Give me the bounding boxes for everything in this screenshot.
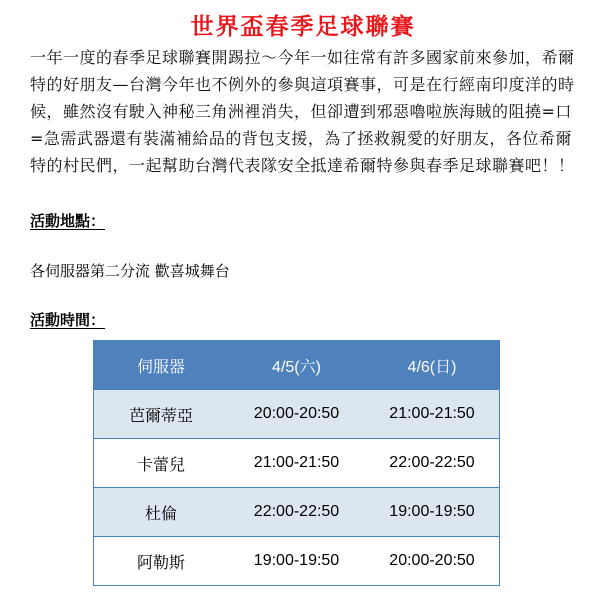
header-server: 伺服器 [94,341,229,390]
server-name: 杜倫 [94,488,229,537]
table-row [94,488,500,537]
table-row [94,390,500,439]
intro-paragraph: 一年一度的春季足球聯賽開踢拉～今年一如往常有許多國家前來參加，希爾特的好朋友—台灣今年也不例外的參與這項賽事，可是在行經南印度洋的時候，雖然沒有駛入神秘三角洲裡消失，但卻遭到邪惡嚕啦族海賊的阻撓=口=急需武器還有裝滿補給品的背包支援，為了拯救親愛的好朋友，各位希爾特的村民們，一起幫助台灣代表隊安全抵達希爾特參與春季足球聯賽吧！！ [30,48,575,175]
time-day2: 22:00-22:50 [365,439,500,488]
time-day2: 19:00-19:50 [365,488,500,537]
place-text: 各伺服器第二分流 歡喜城舞台 [30,262,230,280]
table-row [94,537,500,586]
time-day2: 21:00-21:50 [365,390,500,439]
time-day2: 20:00-20:50 [365,537,500,586]
header-day2: 4/6(日) [365,341,500,390]
server-name: 卡蕾兒 [94,439,229,488]
table-row [94,439,500,488]
schedule-header-row [94,341,500,390]
time-day1: 19:00-19:50 [228,537,365,586]
time-day1: 22:00-22:50 [228,488,365,537]
page-title: 世界盃春季足球聯賽 [190,14,416,40]
time-day1: 20:00-20:50 [228,390,365,439]
schedule-table [93,340,500,586]
place-label: 活動地點： [30,212,106,230]
time-day1: 21:00-21:50 [228,439,365,488]
header-day1: 4/5(六) [228,341,365,390]
server-name: 阿勒斯 [94,537,229,586]
time-label: 活動時間： [30,311,106,329]
server-name: 芭爾蒂亞 [94,390,229,439]
